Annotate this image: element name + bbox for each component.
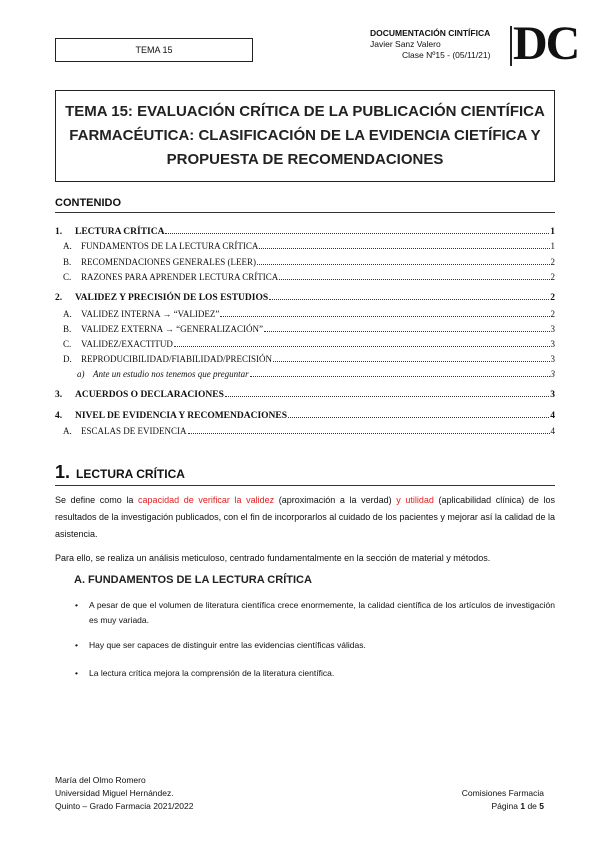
toc-entry[interactable] bbox=[55, 354, 555, 364]
toc-entry[interactable] bbox=[55, 293, 555, 303]
toc-page: 2 bbox=[550, 293, 555, 303]
author: Javier Sanz Valero bbox=[370, 39, 441, 49]
toc-number: B. bbox=[63, 257, 72, 267]
paragraph-definition bbox=[55, 492, 555, 543]
toc-number: 2. bbox=[55, 293, 63, 303]
toc-label: ACUERDOS O DECLARACIONES bbox=[75, 390, 224, 400]
toc-label: VALIDEZ EXTERNA → “GENERALIZACIÓN” bbox=[81, 324, 264, 334]
toc-number: B. bbox=[63, 324, 72, 334]
highlight-text: y utilidad bbox=[396, 495, 434, 505]
toc-entry[interactable] bbox=[55, 241, 555, 251]
toc-number: C. bbox=[63, 339, 72, 349]
header-info bbox=[370, 28, 490, 61]
toc-page: 1 bbox=[550, 227, 555, 237]
toc-entry[interactable] bbox=[55, 369, 555, 379]
toc-entry[interactable] bbox=[55, 309, 555, 319]
toc-label: NIVEL DE EVIDENCIA Y RECOMENDACIONES bbox=[75, 411, 288, 421]
toc-number: A. bbox=[63, 309, 72, 319]
toc-number: A. bbox=[63, 241, 72, 251]
title-line: FARMACÉUTICA: CLASIFICACIÓN DE LA EVIDENCIA CIETÍFICA Y bbox=[69, 127, 541, 144]
dot-leader bbox=[288, 417, 549, 418]
doc-title: DOCUMENTACIÓN CINTÍFICA bbox=[370, 28, 491, 38]
list-text: La lectura crítica mejora la comprensión de la literatura científica. bbox=[89, 668, 335, 678]
bullet-icon: • bbox=[75, 600, 78, 610]
dc-logo: DC bbox=[513, 17, 579, 70]
toc-number: 3. bbox=[55, 390, 63, 400]
toc-label: RAZONES PARA APRENDER LECTURA CRÍTICA bbox=[81, 272, 279, 282]
dot-leader bbox=[250, 376, 550, 377]
list-item bbox=[75, 666, 555, 681]
toc-entry[interactable] bbox=[55, 227, 555, 237]
list-text: Hay que ser capaces de distinguir entre las evidencias científicas válidas. bbox=[89, 640, 366, 650]
toc-number: a) bbox=[77, 369, 85, 379]
divider bbox=[510, 26, 512, 66]
toc-entry[interactable] bbox=[55, 257, 555, 267]
toc-page: 3 bbox=[550, 369, 555, 379]
subsection-heading: A. FUNDAMENTOS DE LA LECTURA CRÍTICA bbox=[74, 574, 312, 586]
section-heading bbox=[55, 462, 555, 486]
title-line: PROPUESTA DE RECOMENDACIONES bbox=[166, 151, 444, 168]
toc-label: ESCALAS DE EVIDENCIA bbox=[81, 426, 187, 436]
list-item bbox=[75, 638, 555, 653]
dot-leader bbox=[264, 331, 549, 332]
dot-leader bbox=[273, 361, 549, 362]
toc-entry[interactable] bbox=[55, 390, 555, 400]
dot-leader bbox=[259, 248, 549, 249]
text: (aproximación a la verdad) bbox=[274, 495, 397, 505]
list-item bbox=[75, 598, 555, 628]
paragraph-method: Para ello, se realiza un análisis meticuloso, centrado fundamentalmente en la sección de material y métodos. bbox=[55, 553, 491, 563]
total-pages: 5 bbox=[539, 801, 544, 811]
clase: Clase Nº15 - (05/11/21) bbox=[402, 50, 491, 60]
dot-leader bbox=[165, 233, 549, 234]
footer-name: María del Olmo Romero bbox=[55, 775, 146, 785]
dot-leader bbox=[269, 299, 549, 300]
tema-label-box: TEMA 15 bbox=[55, 38, 253, 62]
bullet-icon: • bbox=[75, 640, 78, 650]
toc-page: 2 bbox=[550, 309, 555, 319]
page-label: de bbox=[525, 801, 540, 811]
toc-entry[interactable] bbox=[55, 272, 555, 282]
toc-page: 3 bbox=[550, 354, 555, 364]
title-line: TEMA 15: EVALUACIÓN CRÍTICA DE LA PUBLICACIÓN CIENTÍFICA bbox=[65, 103, 545, 120]
toc-number: C. bbox=[63, 272, 72, 282]
footer-left bbox=[55, 774, 193, 813]
document-title bbox=[55, 90, 555, 182]
dot-leader bbox=[220, 316, 549, 317]
dot-leader bbox=[257, 264, 550, 265]
list-text: A pesar de que el volumen de literatura científica crece enormemente, la calidad científica de los artículos de investigación es muy variada. bbox=[89, 600, 555, 625]
toc-entry[interactable] bbox=[55, 426, 555, 436]
dot-leader bbox=[279, 279, 549, 280]
toc-page: 1 bbox=[550, 241, 555, 251]
footer-right bbox=[450, 787, 544, 813]
page-label: Página bbox=[491, 801, 521, 811]
current-page: 1 bbox=[520, 801, 526, 811]
dot-leader bbox=[188, 433, 550, 434]
toc-entry[interactable] bbox=[55, 324, 555, 334]
toc-label: Ante un estudio nos tenemos que preguntar bbox=[93, 369, 249, 379]
toc-page: 2 bbox=[550, 257, 555, 267]
toc-number: 1. bbox=[55, 227, 63, 237]
dot-leader bbox=[174, 346, 550, 347]
section-title: LECTURA CRÍTICA bbox=[76, 467, 185, 481]
toc-number: 4. bbox=[55, 411, 63, 421]
footer-org: Comisiones Farmacia bbox=[461, 788, 544, 798]
dot-leader bbox=[225, 396, 549, 397]
toc-page: 4 bbox=[550, 411, 555, 421]
toc-label: VALIDEZ/EXACTITUD bbox=[81, 339, 173, 349]
text: Se define como la bbox=[55, 495, 139, 505]
toc-page: 2 bbox=[550, 272, 555, 282]
toc-entry[interactable] bbox=[55, 411, 555, 421]
bullet-icon: • bbox=[75, 668, 78, 678]
footer-course: Quinto – Grado Farmacia 2021/2022 bbox=[55, 801, 194, 811]
page-number bbox=[450, 800, 544, 813]
toc-label: REPRODUCIBILIDAD/FIABILIDAD/PRECISIÓN bbox=[81, 354, 273, 364]
text: (aplicabilidad clínica) de los resultados de la investigación publicados, con el fin de incorporarlos al cuidado de los pacientes y mejorar así la calidad de la asistencia. bbox=[55, 495, 555, 539]
section-number: 1. bbox=[55, 462, 71, 482]
toc-heading: CONTENIDO bbox=[55, 197, 555, 213]
toc-page: 4 bbox=[550, 426, 555, 436]
toc-label: VALIDEZ INTERNA → “VALIDEZ” bbox=[81, 309, 220, 319]
toc-label: VALIDEZ Y PRECISIÓN DE LOS ESTUDIOS bbox=[75, 293, 269, 303]
highlight-text: capacidad de verificar la validez bbox=[138, 495, 275, 505]
toc-number: A. bbox=[63, 426, 72, 436]
footer-university: Universidad Miguel Hernández. bbox=[55, 788, 174, 798]
toc-entry[interactable] bbox=[55, 339, 555, 349]
toc-label: RECOMENDACIONES GENERALES (LEER) bbox=[81, 257, 256, 267]
toc-label: FUNDAMENTOS DE LA LECTURA CRÍTICA bbox=[81, 241, 259, 251]
toc-number: D. bbox=[63, 354, 72, 364]
toc-page: 3 bbox=[550, 324, 555, 334]
toc-label: LECTURA CRÍTICA bbox=[75, 227, 165, 237]
toc-page: 3 bbox=[550, 390, 555, 400]
toc-page: 3 bbox=[550, 339, 555, 349]
